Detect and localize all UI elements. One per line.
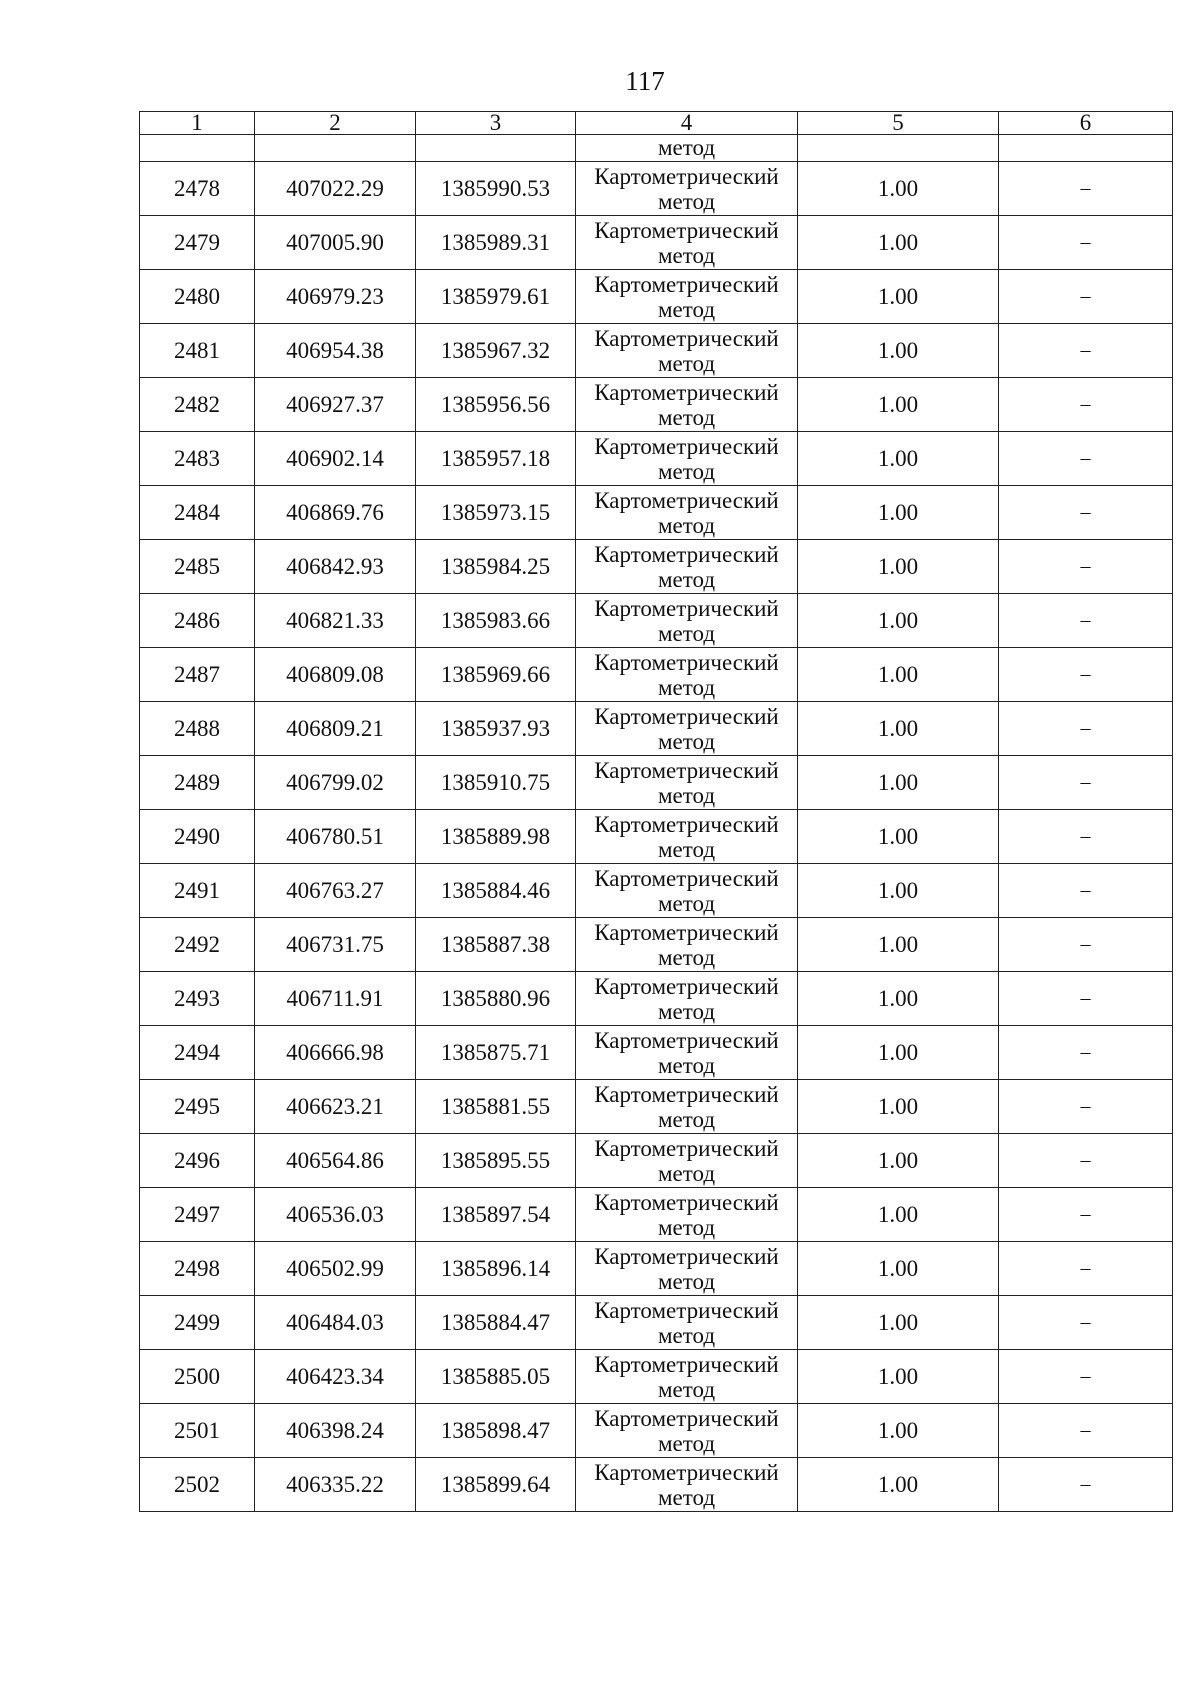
accuracy-cell: 1.00 (798, 540, 999, 594)
point-number-cell: 2487 (140, 648, 255, 702)
point-number-cell: 2494 (140, 1026, 255, 1080)
point-number-cell: 2492 (140, 918, 255, 972)
x-coordinate-cell: 406536.03 (255, 1188, 416, 1242)
accuracy-cell: 1.00 (798, 864, 999, 918)
method-cell: Картометрический метод (576, 1134, 798, 1188)
method-cell: Картометрический метод (576, 756, 798, 810)
note-cell: – (999, 594, 1173, 648)
y-coordinate-cell: 1385899.64 (416, 1458, 576, 1512)
note-cell: – (999, 1134, 1173, 1188)
table-row (140, 270, 1173, 324)
x-coordinate-cell: 406809.21 (255, 702, 416, 756)
method-cell: Картометрический метод (576, 162, 798, 216)
y-coordinate-cell: 1385983.66 (416, 594, 576, 648)
point-number-cell: 2489 (140, 756, 255, 810)
point-number-cell: 2486 (140, 594, 255, 648)
page-number: 117 (625, 66, 665, 96)
y-coordinate-cell: 1385910.75 (416, 756, 576, 810)
point-number-cell: 2499 (140, 1296, 255, 1350)
x-coordinate-cell: 406954.38 (255, 324, 416, 378)
empty-cell (140, 135, 255, 162)
x-coordinate-cell: 406979.23 (255, 270, 416, 324)
table-row (140, 1134, 1173, 1188)
table-row (140, 324, 1173, 378)
method-cell: Картометрический метод (576, 702, 798, 756)
table-row (140, 432, 1173, 486)
y-coordinate-cell: 1385973.15 (416, 486, 576, 540)
continuation-row (140, 135, 1173, 162)
y-coordinate-cell: 1385889.98 (416, 810, 576, 864)
note-cell: – (999, 216, 1173, 270)
point-number-cell: 2493 (140, 972, 255, 1026)
x-coordinate-cell: 406564.86 (255, 1134, 416, 1188)
method-cell: Картометрический метод (576, 486, 798, 540)
accuracy-cell: 1.00 (798, 270, 999, 324)
table-row (140, 1026, 1173, 1080)
y-coordinate-cell: 1385937.93 (416, 702, 576, 756)
note-cell: – (999, 864, 1173, 918)
method-cell: Картометрический метод (576, 1350, 798, 1404)
accuracy-cell: 1.00 (798, 378, 999, 432)
point-number-cell: 2491 (140, 864, 255, 918)
x-coordinate-cell: 406821.33 (255, 594, 416, 648)
column-header: 6 (999, 112, 1173, 135)
column-header: 5 (798, 112, 999, 135)
method-cell: Картометрический метод (576, 594, 798, 648)
method-cell: Картометрический метод (576, 810, 798, 864)
point-number-cell: 2481 (140, 324, 255, 378)
table-row (140, 1080, 1173, 1134)
accuracy-cell: 1.00 (798, 432, 999, 486)
accuracy-cell: 1.00 (798, 486, 999, 540)
empty-cell (255, 135, 416, 162)
accuracy-cell: 1.00 (798, 918, 999, 972)
y-coordinate-cell: 1385989.31 (416, 216, 576, 270)
y-coordinate-cell: 1385984.25 (416, 540, 576, 594)
table-row (140, 540, 1173, 594)
y-coordinate-cell: 1385881.55 (416, 1080, 576, 1134)
y-coordinate-cell: 1385880.96 (416, 972, 576, 1026)
table-row (140, 216, 1173, 270)
note-cell: – (999, 1242, 1173, 1296)
y-coordinate-cell: 1385875.71 (416, 1026, 576, 1080)
accuracy-cell: 1.00 (798, 1296, 999, 1350)
method-cell: Картометрический метод (576, 864, 798, 918)
accuracy-cell: 1.00 (798, 810, 999, 864)
y-coordinate-cell: 1385990.53 (416, 162, 576, 216)
y-coordinate-cell: 1385967.32 (416, 324, 576, 378)
table-row (140, 594, 1173, 648)
method-cell: Картометрический метод (576, 378, 798, 432)
method-cell: Картометрический метод (576, 270, 798, 324)
note-cell: – (999, 486, 1173, 540)
x-coordinate-cell: 406423.34 (255, 1350, 416, 1404)
point-number-cell: 2479 (140, 216, 255, 270)
x-coordinate-cell: 406799.02 (255, 756, 416, 810)
x-coordinate-cell: 406842.93 (255, 540, 416, 594)
table-row (140, 162, 1173, 216)
x-coordinate-cell: 406484.03 (255, 1296, 416, 1350)
empty-cell (798, 135, 999, 162)
note-cell: – (999, 648, 1173, 702)
method-cell: Картометрический метод (576, 1080, 798, 1134)
column-header: 3 (416, 112, 576, 135)
table-row (140, 648, 1173, 702)
point-number-cell: 2480 (140, 270, 255, 324)
y-coordinate-cell: 1385896.14 (416, 1242, 576, 1296)
accuracy-cell: 1.00 (798, 972, 999, 1026)
y-coordinate-cell: 1385898.47 (416, 1404, 576, 1458)
column-header: 1 (140, 112, 255, 135)
x-coordinate-cell: 406927.37 (255, 378, 416, 432)
note-cell: – (999, 1350, 1173, 1404)
y-coordinate-cell: 1385956.56 (416, 378, 576, 432)
x-coordinate-cell: 406666.98 (255, 1026, 416, 1080)
table-row (140, 972, 1173, 1026)
table-row (140, 918, 1173, 972)
x-coordinate-cell: 406780.51 (255, 810, 416, 864)
point-number-cell: 2497 (140, 1188, 255, 1242)
x-coordinate-cell: 407005.90 (255, 216, 416, 270)
y-coordinate-cell: 1385885.05 (416, 1350, 576, 1404)
y-coordinate-cell: 1385969.66 (416, 648, 576, 702)
point-number-cell: 2490 (140, 810, 255, 864)
y-coordinate-cell: 1385895.55 (416, 1134, 576, 1188)
method-cell: Картометрический метод (576, 648, 798, 702)
note-cell: – (999, 702, 1173, 756)
accuracy-cell: 1.00 (798, 324, 999, 378)
y-coordinate-cell: 1385957.18 (416, 432, 576, 486)
accuracy-cell: 1.00 (798, 702, 999, 756)
x-coordinate-cell: 406711.91 (255, 972, 416, 1026)
table-row (140, 1350, 1173, 1404)
note-cell: – (999, 810, 1173, 864)
table-row (140, 1296, 1173, 1350)
note-cell: – (999, 918, 1173, 972)
table-row (140, 1458, 1173, 1512)
point-number-cell: 2501 (140, 1404, 255, 1458)
y-coordinate-cell: 1385884.47 (416, 1296, 576, 1350)
accuracy-cell: 1.00 (798, 648, 999, 702)
point-number-cell: 2488 (140, 702, 255, 756)
y-coordinate-cell: 1385897.54 (416, 1188, 576, 1242)
table-row (140, 864, 1173, 918)
note-cell: – (999, 432, 1173, 486)
point-number-cell: 2485 (140, 540, 255, 594)
table-row (140, 1242, 1173, 1296)
column-number-header-row (140, 112, 1173, 135)
method-cell: Картометрический метод (576, 1458, 798, 1512)
method-cell: Картометрический метод (576, 1188, 798, 1242)
point-number-cell: 2498 (140, 1242, 255, 1296)
point-number-cell: 2483 (140, 432, 255, 486)
continuation-method-cell: метод (576, 135, 798, 162)
table-row (140, 378, 1173, 432)
accuracy-cell: 1.00 (798, 1188, 999, 1242)
note-cell: – (999, 972, 1173, 1026)
table-row (140, 1188, 1173, 1242)
point-number-cell: 2482 (140, 378, 255, 432)
table-row (140, 810, 1173, 864)
accuracy-cell: 1.00 (798, 1350, 999, 1404)
table-row (140, 486, 1173, 540)
accuracy-cell: 1.00 (798, 1134, 999, 1188)
table-row (140, 1404, 1173, 1458)
note-cell: – (999, 1458, 1173, 1512)
note-cell: – (999, 324, 1173, 378)
note-cell: – (999, 1188, 1173, 1242)
column-header: 2 (255, 112, 416, 135)
x-coordinate-cell: 406869.76 (255, 486, 416, 540)
accuracy-cell: 1.00 (798, 1026, 999, 1080)
method-cell: Картометрический метод (576, 324, 798, 378)
y-coordinate-cell: 1385884.46 (416, 864, 576, 918)
note-cell: – (999, 1404, 1173, 1458)
point-number-cell: 2484 (140, 486, 255, 540)
table-row (140, 702, 1173, 756)
empty-cell (416, 135, 576, 162)
accuracy-cell: 1.00 (798, 216, 999, 270)
x-coordinate-cell: 407022.29 (255, 162, 416, 216)
point-number-cell: 2495 (140, 1080, 255, 1134)
point-number-cell: 2496 (140, 1134, 255, 1188)
x-coordinate-cell: 406731.75 (255, 918, 416, 972)
accuracy-cell: 1.00 (798, 756, 999, 810)
y-coordinate-cell: 1385979.61 (416, 270, 576, 324)
table-row (140, 756, 1173, 810)
note-cell: – (999, 162, 1173, 216)
x-coordinate-cell: 406623.21 (255, 1080, 416, 1134)
point-number-cell: 2502 (140, 1458, 255, 1512)
note-cell: – (999, 756, 1173, 810)
point-number-cell: 2500 (140, 1350, 255, 1404)
column-header: 4 (576, 112, 798, 135)
note-cell: – (999, 270, 1173, 324)
method-cell: Картометрический метод (576, 1296, 798, 1350)
method-cell: Картометрический метод (576, 972, 798, 1026)
x-coordinate-cell: 406335.22 (255, 1458, 416, 1512)
note-cell: – (999, 1296, 1173, 1350)
method-cell: Картометрический метод (576, 1404, 798, 1458)
y-coordinate-cell: 1385887.38 (416, 918, 576, 972)
accuracy-cell: 1.00 (798, 162, 999, 216)
note-cell: – (999, 1080, 1173, 1134)
method-cell: Картометрический метод (576, 432, 798, 486)
x-coordinate-cell: 406763.27 (255, 864, 416, 918)
note-cell: – (999, 378, 1173, 432)
empty-cell (999, 135, 1173, 162)
method-cell: Картометрический метод (576, 216, 798, 270)
method-cell: Картометрический метод (576, 918, 798, 972)
accuracy-cell: 1.00 (798, 1458, 999, 1512)
coordinates-table (139, 111, 1173, 1512)
point-number-cell: 2478 (140, 162, 255, 216)
accuracy-cell: 1.00 (798, 594, 999, 648)
x-coordinate-cell: 406902.14 (255, 432, 416, 486)
note-cell: – (999, 1026, 1173, 1080)
accuracy-cell: 1.00 (798, 1242, 999, 1296)
method-cell: Картометрический метод (576, 1026, 798, 1080)
accuracy-cell: 1.00 (798, 1080, 999, 1134)
note-cell: – (999, 540, 1173, 594)
x-coordinate-cell: 406502.99 (255, 1242, 416, 1296)
method-cell: Картометрический метод (576, 1242, 798, 1296)
method-cell: Картометрический метод (576, 540, 798, 594)
x-coordinate-cell: 406398.24 (255, 1404, 416, 1458)
x-coordinate-cell: 406809.08 (255, 648, 416, 702)
accuracy-cell: 1.00 (798, 1404, 999, 1458)
